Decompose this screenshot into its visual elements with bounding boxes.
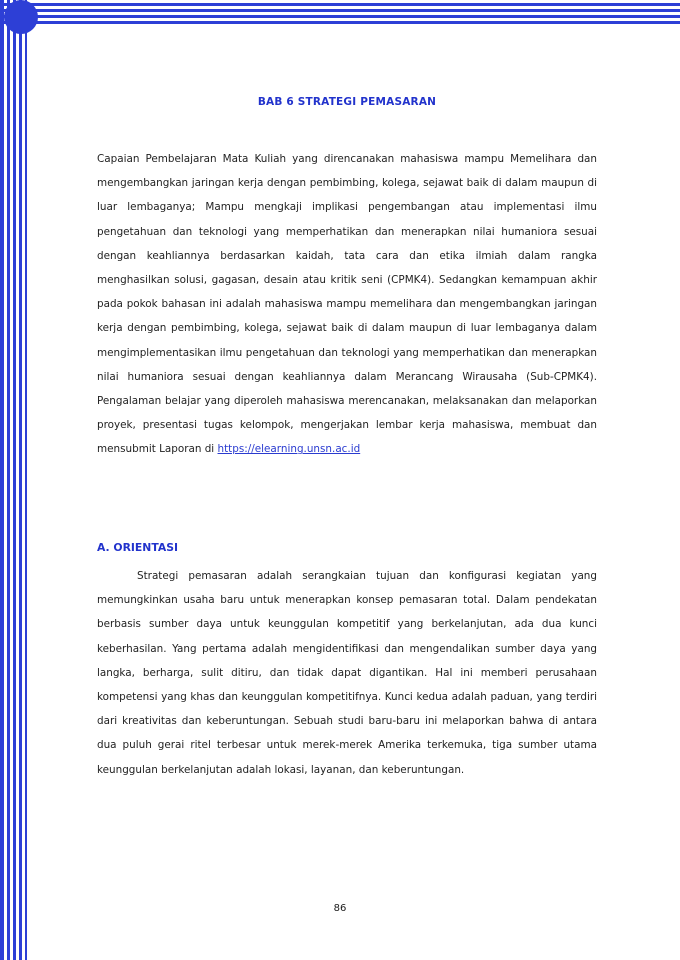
chapter-title: BAB 6 STRATEGI PEMASARAN bbox=[257, 96, 437, 108]
border-line bbox=[7, 0, 10, 960]
border-line bbox=[13, 0, 16, 960]
border-line bbox=[25, 0, 27, 960]
corner-ornament bbox=[4, 0, 38, 34]
orientation-paragraph: Strategi pemasaran adalah serangkaian tujuan dan konfigurasi kegiatan yang memungkinkan usaha baru untuk menerapkan konsep pemasaran total. Dalam pendekatan berbasis sumber daya untuk keunggulan kompetitif yang berkelanjutan, ada dua kunci keberhasilan. Yang pertama adalah mengidentifikasi dan mengendalikan sumber daya yang langka, berharga, sulit ditiru, dan tidak dapat digantikan. Hal ini memberi perusahaan kompetensi yang khas dan keunggulan kompetitifnya. Kunci kedua adalah paduan, yang terdiri dari kreativitas dan keberuntungan. Sebuah studi baru-baru ini melaporkan bahwa di antara dua puluh gerai ritel terbesar untuk merek-merek Amerika terkemuka, tiga sumber utama keunggulan berkelanjutan adalah lokasi, layanan, dan keberuntungan. bbox=[97, 570, 597, 776]
page-number: 86 bbox=[333, 903, 347, 914]
border-line bbox=[0, 9, 680, 12]
border-line bbox=[0, 15, 680, 18]
learning-outcomes-paragraph bbox=[97, 147, 597, 462]
border-line bbox=[0, 21, 680, 24]
elearning-link[interactable]: https://elearning.unsn.ac.id bbox=[217, 443, 361, 456]
paragraph-text: Capaian Pembelajaran Mata Kuliah yang direncanakan mahasiswa mampu Memelihara dan mengembangkan jaringan kerja dengan pembimbing, kolega, sejawat baik di dalam maupun di luar lembaganya; Mampu mengkaji implikasi pengembangan atau implementasi ilmu pengetahuan dan teknologi yang memperhatikan dan menerapkan nilai humaniora sesuai dengan keahliannya berdasarkan kaidah, tata cara dan etika ilmiah dalam rangka menghasilkan solusi, gagasan, desain atau kritik seni (CPMK4). Sedangkan kemampuan akhir pada pokok bahasan ini adalah mahasiswa mampu memelihara dan mengembangkan jaringan kerja dengan pembimbing, kolega, sejawat baik di dalam maupun di luar lembaganya dalam mengimplementasikan ilmu pengetahuan dan teknologi yang memperhatikan dan menerapkan nilai humaniora sesuai dengan keahliannya dalam Merancang Wirausaha (Sub-CPMK4). Pengalaman belajar yang diperoleh mahasiswa merencanakan, melaksanakan dan melaporkan proyek, presentasi tugas kelompok, mengerjakan lembar kerja mahasiswa, membuat dan mensubmit Laporan di bbox=[97, 153, 597, 456]
border-line bbox=[0, 0, 4, 960]
section-heading: A. ORIENTASI bbox=[97, 541, 179, 554]
border-line bbox=[19, 0, 22, 960]
border-line bbox=[0, 3, 680, 6]
